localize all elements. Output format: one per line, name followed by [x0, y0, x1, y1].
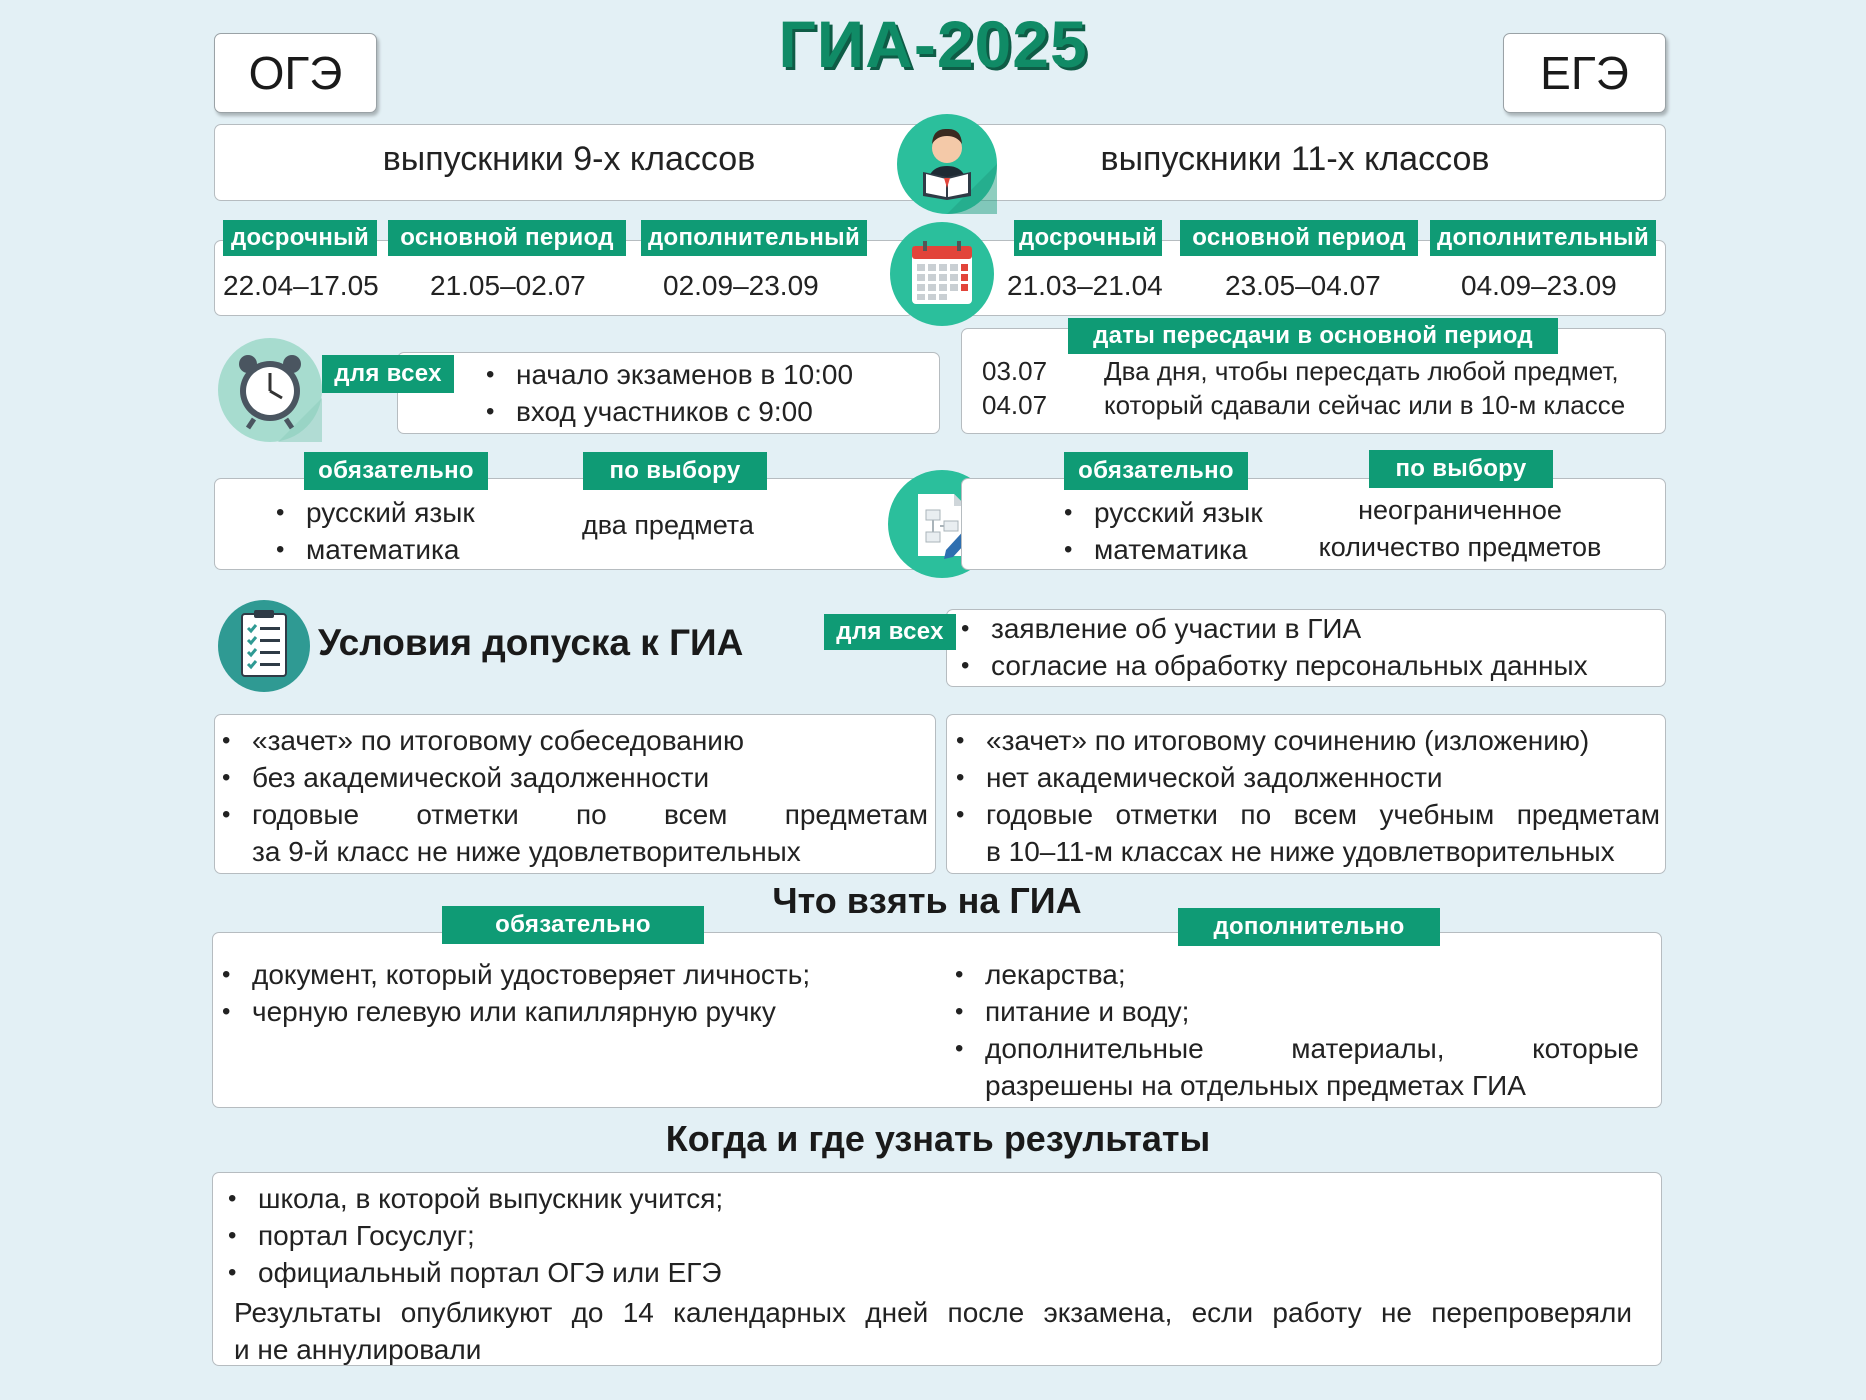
list-item-continuation: за 9-й класс не ниже удовлетворительных — [252, 836, 801, 867]
period-dates: 22.04–17.05 — [223, 270, 379, 301]
period-dates: 21.05–02.07 — [430, 270, 586, 301]
word: всем — [1293, 799, 1358, 830]
word: Результаты — [234, 1297, 382, 1328]
word: не — [1380, 1297, 1412, 1328]
word: • годовые — [252, 799, 360, 830]
word: предметам — [784, 799, 928, 830]
period-dates: 02.09–23.09 — [663, 270, 819, 301]
period-tab: основной период — [1180, 220, 1418, 256]
schedule-list — [478, 356, 853, 430]
list-item-continuation: разрешены на отдельных предметах ГИА — [985, 1070, 1526, 1101]
take-required-list — [214, 956, 810, 1030]
list-item: • русский язык — [268, 494, 475, 531]
period-tab: основной период — [388, 220, 626, 256]
list-item: • математика — [268, 531, 475, 568]
checklist-icon — [218, 600, 310, 692]
word: по — [1240, 799, 1272, 830]
word: до — [571, 1297, 604, 1328]
word: всем — [664, 799, 728, 830]
list-item: • нет академической задолженности — [948, 759, 1660, 796]
word: • годовые — [986, 799, 1094, 830]
required-subjects-left — [268, 494, 475, 568]
grade-left: выпускники 9-х классов — [382, 140, 756, 178]
required-tab: обязательно — [442, 906, 704, 944]
extra-tab: дополнительно — [1178, 908, 1440, 946]
list-item: • лекарства; — [947, 956, 1639, 993]
list-item: • портал Госуслуг; — [220, 1217, 723, 1254]
word: которые — [1532, 1033, 1639, 1064]
word: опубликуют — [400, 1297, 553, 1328]
retake-text: который сдавали сейчас или в 10-м классе — [1104, 390, 1626, 420]
ege-label: ЕГЭ — [1503, 33, 1666, 113]
retake-date: 04.07 — [982, 390, 1048, 420]
period-dates: 23.05–04.07 — [1225, 270, 1381, 301]
word: по — [576, 799, 607, 830]
list-item: • документ, который удостоверяет личность; — [214, 956, 810, 993]
for-all-tab: для всех — [322, 355, 454, 393]
admission-heading: Условия допуска к ГИА — [318, 622, 744, 663]
list-item: • заявление об участии в ГИА — [953, 610, 1588, 647]
word: работу — [1272, 1297, 1362, 1328]
word: отметки — [416, 799, 519, 830]
period-tab: досрочный — [1014, 220, 1162, 256]
list-item: • начало экзаменов в 10:00 — [478, 356, 853, 393]
word: 14 — [622, 1297, 654, 1328]
results-note-continuation: и не аннулировали — [234, 1334, 482, 1365]
word: календарных — [673, 1297, 847, 1328]
word: если — [1191, 1297, 1254, 1328]
grade-right: выпускники 11-х классов — [1100, 140, 1490, 178]
list-item: • без академической задолженности — [214, 759, 928, 796]
list-item: • согласие на обработку персональных данных — [953, 647, 1588, 684]
list-item: • «зачет» по итоговому сочинению (изложению) — [948, 722, 1660, 759]
required-tab: обязательно — [1064, 452, 1248, 490]
choice-tab: по выбору — [583, 452, 767, 490]
list-item: • вход участников с 9:00 — [478, 393, 853, 430]
retake-tab: даты пересдачи в основной период — [1068, 318, 1558, 354]
list-item: • официальный портал ОГЭ или ЕГЭ — [220, 1254, 723, 1291]
list-item — [214, 796, 928, 833]
list-item: • «зачет» по итоговому собеседованию — [214, 722, 928, 759]
choice-text: количество предметов — [1318, 532, 1602, 562]
period-dates: 04.09–23.09 — [1461, 270, 1617, 301]
word: перепроверяли — [1431, 1297, 1632, 1328]
list-item: • математика — [1056, 531, 1263, 568]
period-tab: дополнительный — [641, 220, 867, 256]
retake-date: 03.07 — [982, 356, 1048, 386]
results-heading: Когда и где узнать результаты — [665, 1118, 1211, 1159]
word: экзамена, — [1043, 1297, 1173, 1328]
choice-text: неограниченное — [1358, 495, 1562, 525]
word: дней — [865, 1297, 929, 1328]
word: материалы, — [1291, 1033, 1445, 1064]
list-item — [947, 1030, 1639, 1067]
take-heading: Что взять на ГИА — [772, 880, 1082, 921]
word: отметки — [1115, 799, 1218, 830]
list-item: • черную гелевую или капиллярную ручку — [214, 993, 810, 1030]
list-item — [948, 796, 1660, 833]
list-item: • питание и воду; — [947, 993, 1639, 1030]
period-dates: 21.03–21.04 — [1007, 270, 1163, 301]
list-item: • русский язык — [1056, 494, 1263, 531]
choice-tab: по выбору — [1369, 450, 1553, 488]
required-subjects-right — [1056, 494, 1263, 568]
results-list — [220, 1180, 723, 1291]
word: • дополнительные — [985, 1033, 1204, 1064]
admission-left-list — [214, 722, 928, 870]
alarm-clock-icon — [218, 338, 322, 442]
page-title: ГИА-2025 — [778, 7, 1088, 81]
student-reading-icon — [897, 114, 997, 214]
word: учебным — [1379, 799, 1495, 830]
oge-label: ОГЭ — [214, 33, 377, 113]
period-tab: дополнительный — [1430, 220, 1656, 256]
required-tab: обязательно — [304, 452, 488, 490]
period-tab: досрочный — [223, 220, 377, 256]
for-all-tab: для всех — [824, 614, 956, 650]
list-item-continuation: в 10–11-м классах не ниже удовлетворительных — [986, 836, 1615, 867]
results-note — [234, 1294, 1632, 1331]
admission-right-list — [948, 722, 1660, 870]
retake-text: Два дня, чтобы пересдать любой предмет, — [1104, 356, 1619, 386]
admission-all-list — [953, 610, 1588, 684]
calendar-icon — [890, 222, 994, 326]
choice-text: два предмета — [582, 510, 754, 540]
word: предметам — [1516, 799, 1660, 830]
list-item: • школа, в которой выпускник учится; — [220, 1180, 723, 1217]
take-extra-list — [947, 956, 1639, 1104]
word: после — [947, 1297, 1025, 1328]
